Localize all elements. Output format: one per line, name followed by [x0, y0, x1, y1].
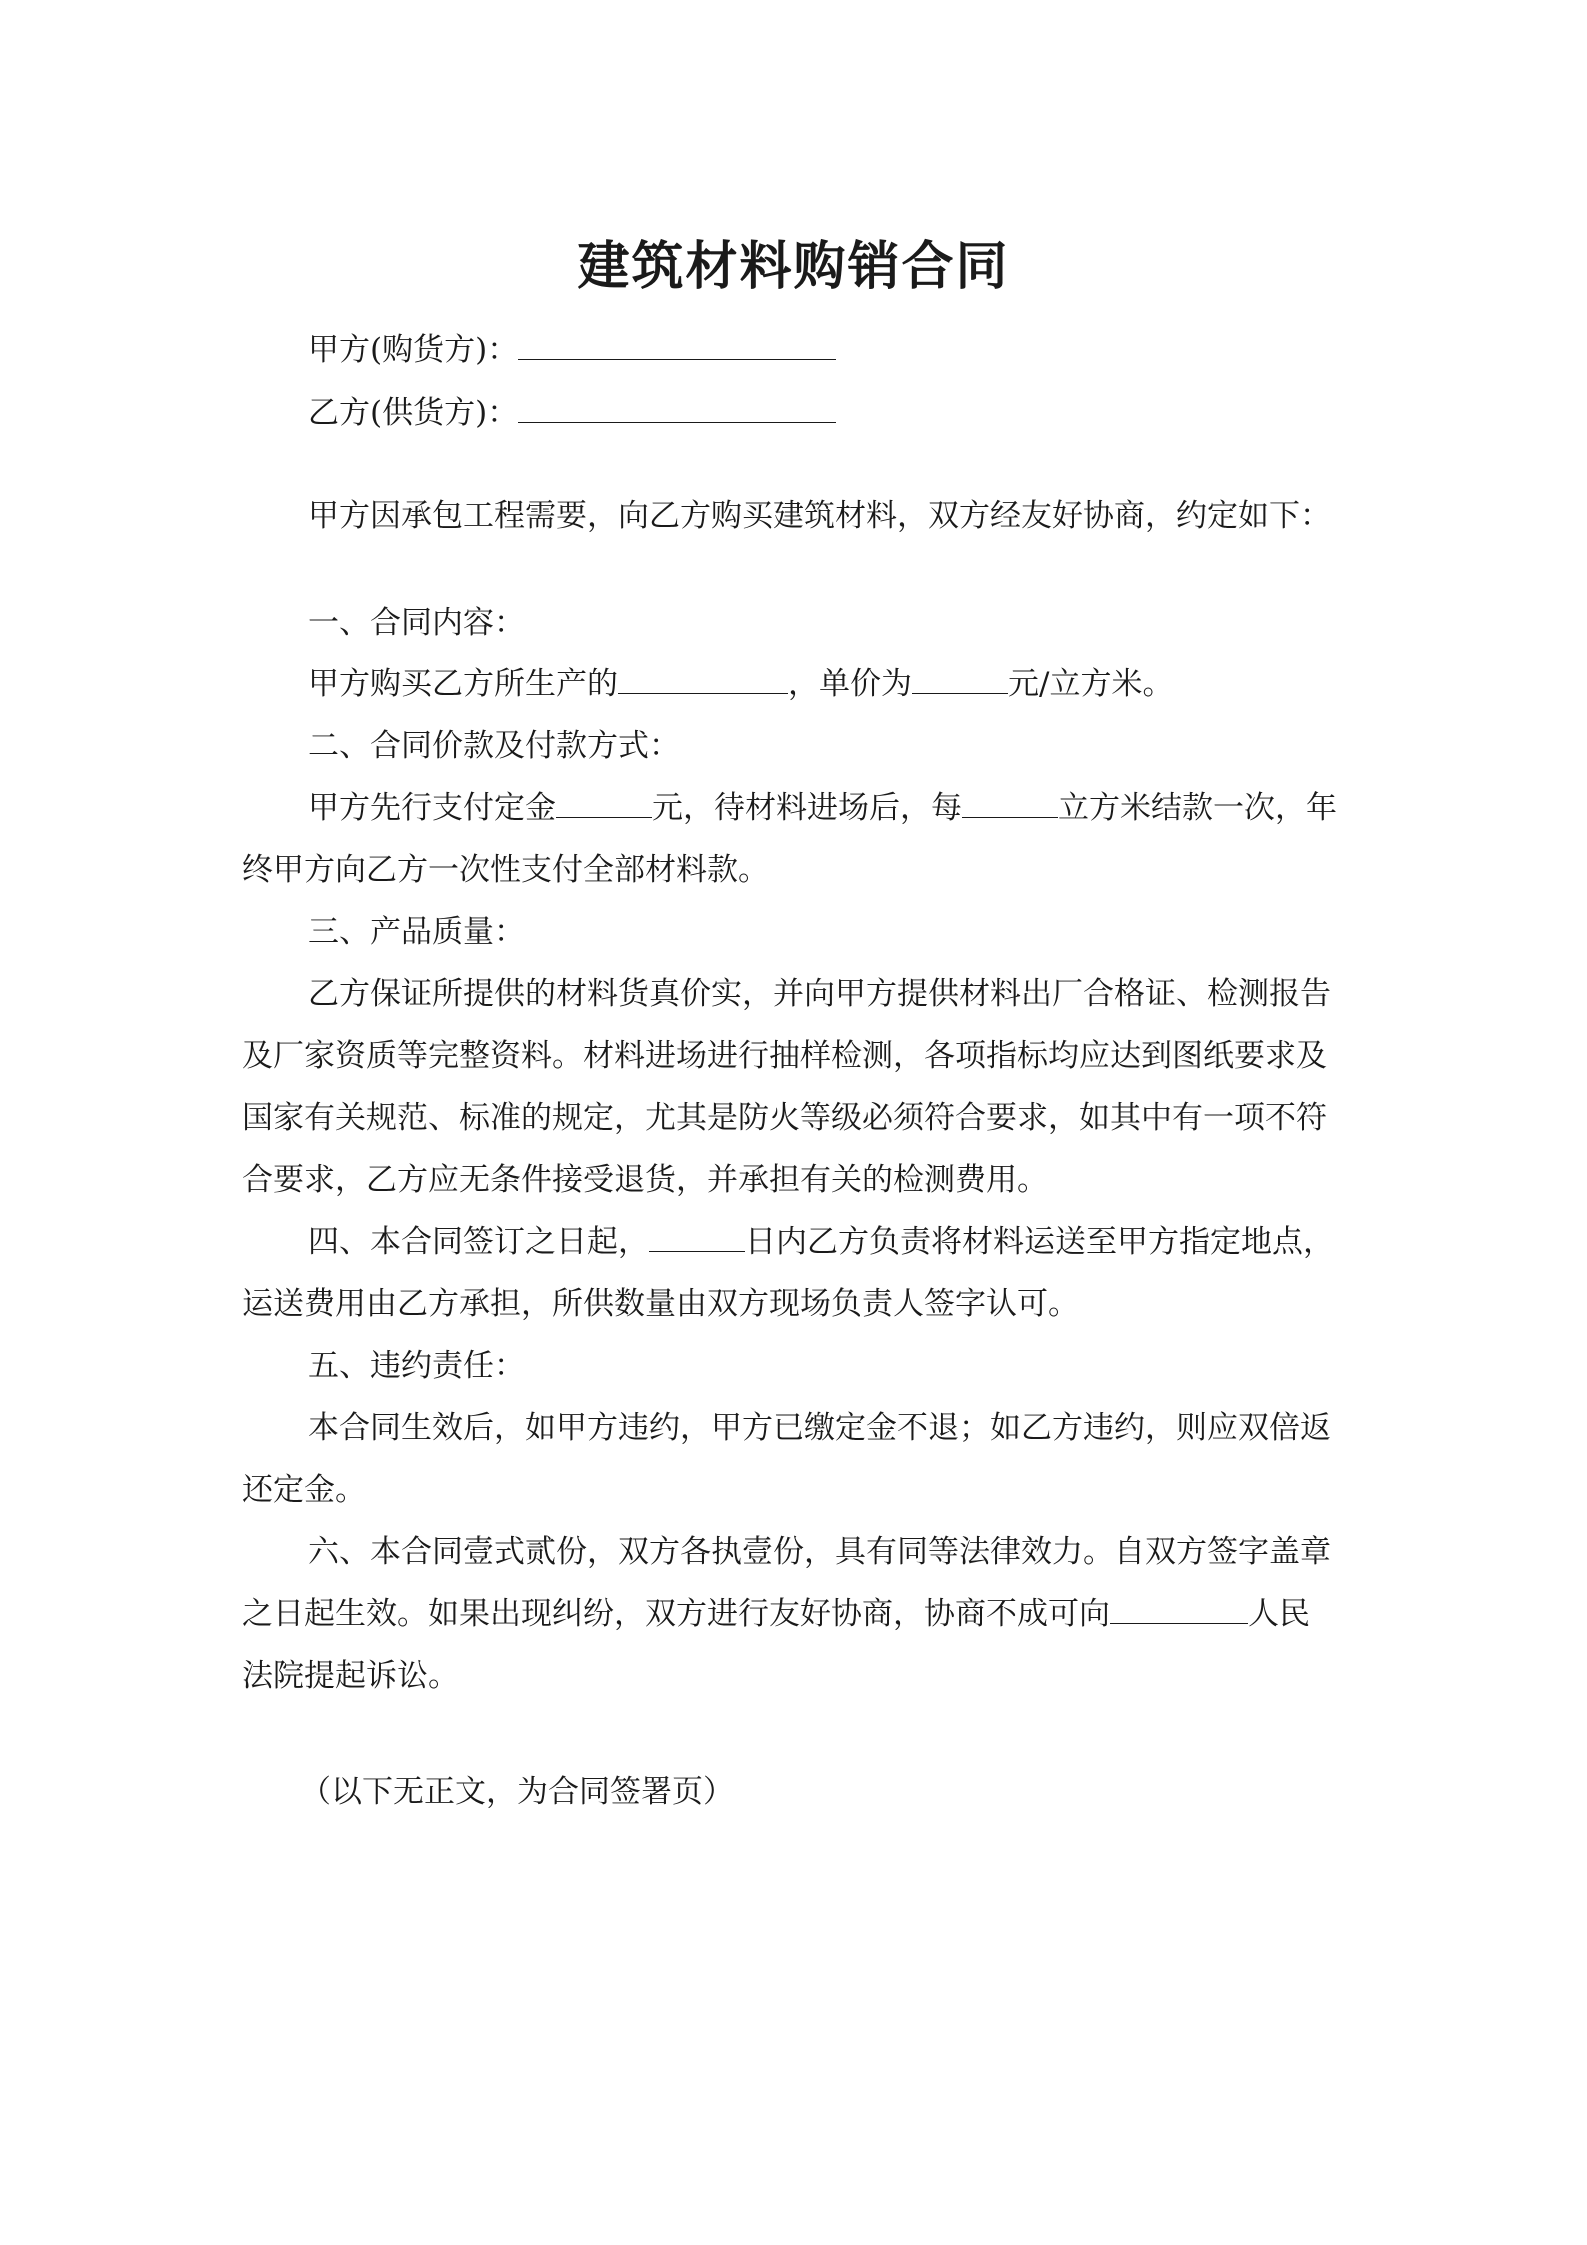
party-a-blank — [518, 329, 836, 360]
delivery-days-blank — [649, 1221, 745, 1252]
s2-text-1: 甲方先行支付定金 — [308, 790, 556, 826]
closing-note: （以下无正文，为合同签署页） — [300, 1774, 734, 1810]
product-blank — [618, 663, 788, 694]
section-6-line-1: 六、本合同壹式贰份，双方各执壹份，具有同等法律效力。自双方签字盖章 — [308, 1534, 1331, 1570]
intro-paragraph: 甲方因承包工程需要，向乙方购买建筑材料，双方经友好协商，约定如下： — [308, 498, 1331, 534]
s2-text-2: 元，待材料进场后，每 — [652, 790, 962, 826]
section-3-line-2: 及厂家资质等完整资料。材料进场进行抽样检测，各项指标均应达到图纸要求及 — [242, 1038, 1327, 1074]
s6-text-2: 人民 — [1248, 1596, 1310, 1632]
section-3-line-4: 合要求，乙方应无条件接受退货，并承担有关的检测费用。 — [242, 1162, 1048, 1198]
section-3-line-1: 乙方保证所提供的材料货真价实，并向甲方提供材料出厂合格证、检测报告 — [308, 976, 1331, 1012]
section-5-line-2: 还定金。 — [242, 1472, 366, 1508]
s6-text-1: 之日起生效。如果出现纠纷，双方进行友好协商，协商不成可向 — [242, 1596, 1110, 1632]
s1-text-1: 甲方购买乙方所生产的 — [308, 666, 618, 702]
s1-text-3: 元/立方米。 — [1008, 666, 1174, 702]
court-blank — [1110, 1593, 1248, 1624]
party-b-label: 乙方(供货方)： — [308, 395, 519, 431]
section-1-body — [308, 662, 1173, 706]
party-a-label: 甲方(购货方)： — [308, 332, 519, 368]
section-2-body-line-2: 终甲方向乙方一次性支付全部材料款。 — [242, 852, 769, 888]
s1-text-2: ，单价为 — [788, 666, 912, 702]
section-3-line-3: 国家有关规范、标准的规定，尤其是防火等级必须符合要求，如其中有一项不符 — [242, 1100, 1327, 1136]
section-2-heading: 二、合同价款及付款方式： — [308, 728, 680, 764]
deposit-blank — [556, 787, 652, 818]
section-4-line-1 — [308, 1220, 1334, 1264]
section-5-heading: 五、违约责任： — [308, 1348, 525, 1384]
party-b-blank — [518, 392, 836, 423]
party-b-line — [308, 391, 836, 435]
unit-price-blank — [912, 663, 1008, 694]
section-3-heading: 三、产品质量： — [308, 914, 525, 950]
s2-text-3: 立方米结款一次，年 — [1058, 790, 1337, 826]
section-5-line-1: 本合同生效后，如甲方违约，甲方已缴定金不退；如乙方违约，则应双倍返 — [308, 1410, 1331, 1446]
s4-text-1: 四、本合同签订之日起， — [308, 1224, 649, 1260]
section-1-heading: 一、合同内容： — [308, 605, 525, 641]
s4-text-2: 日内乙方负责将材料运送至甲方指定地点， — [745, 1224, 1334, 1260]
section-6-line-2 — [242, 1592, 1310, 1636]
party-a-line — [308, 328, 836, 372]
section-4-line-2: 运送费用由乙方承担，所供数量由双方现场负责人签字认可。 — [242, 1286, 1079, 1322]
contract-title: 建筑材料购销合同 — [577, 236, 1010, 297]
settlement-volume-blank — [962, 787, 1058, 818]
section-6-line-3: 法院提起诉讼。 — [242, 1658, 459, 1694]
section-2-body-line-1 — [308, 786, 1337, 830]
